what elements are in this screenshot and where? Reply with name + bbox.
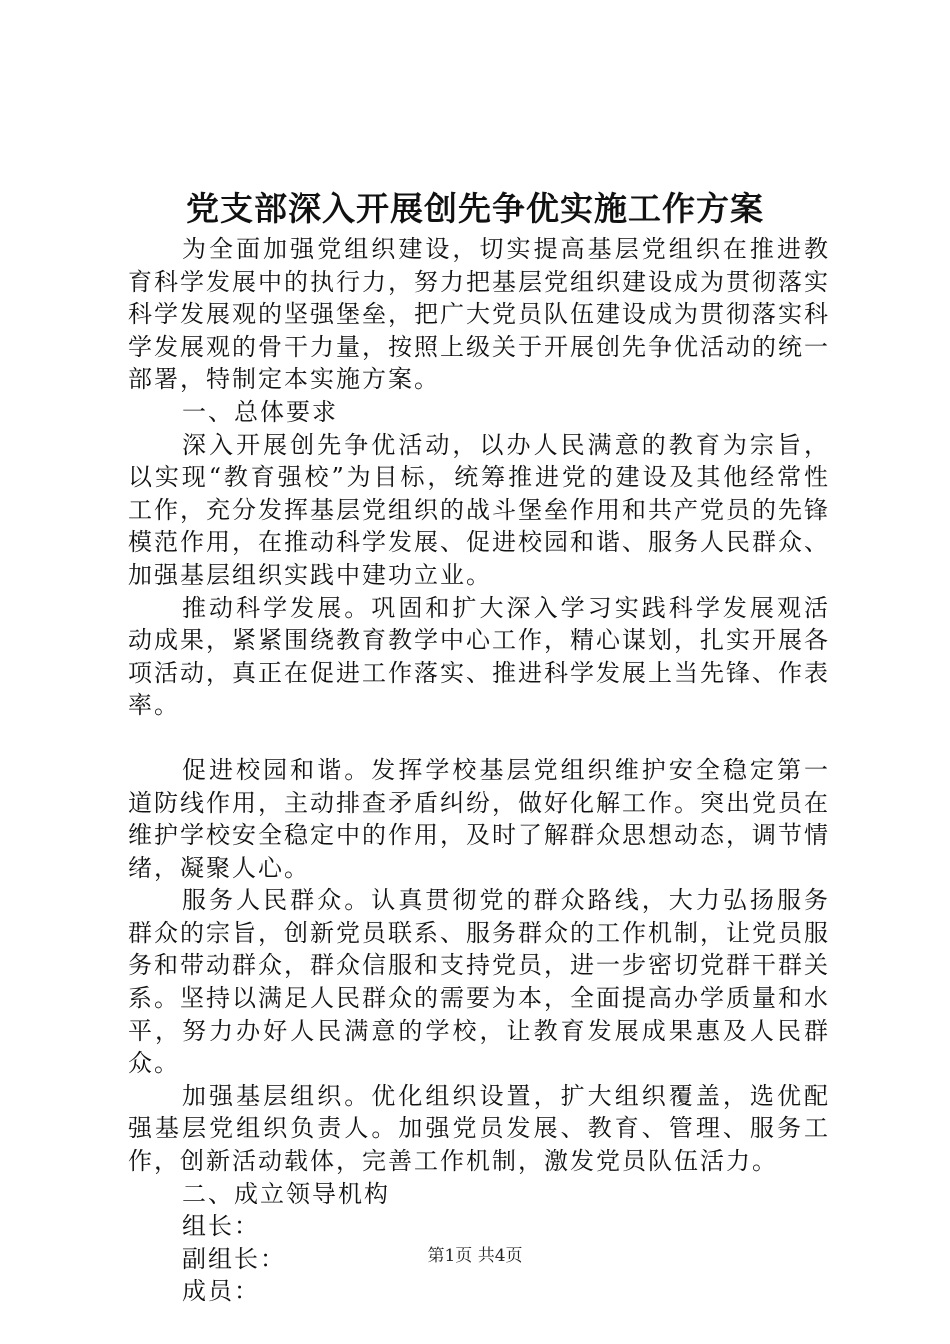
leader-field-label: 组长： [182,1212,260,1241]
intro-paragraph: 为全面加强党组织建设，切实提高基层党组织在推进教育科学发展中的执行力，努力把基层党组织建设成为贯彻落实科学发展观的坚强堡垒，把广大党员队伍建设成为贯彻落实科学发展观的骨干力量，按照上级关于开展创先争优活动的统一部署，特制定本实施方案。 [128,235,830,394]
paragraph-serve-people: 服务人民群众。认真贯彻党的群众路线，大力弘扬服务群众的宗旨，创新党员联系、服务群众的工作机制，让党员服务和带动群众，群众信服和支持党员，进一步密切党群干群关系。坚持以满足人民群众的需要为本，全面提高办学质量和水平，努力办好人民满意的学校，让教育发展成果惠及人民群众。 [128,886,830,1078]
page-number-footer: 第1页 共4页 [427,1246,523,1266]
document-title: 党支部深入开展创先争优实施工作方案 [186,189,764,228]
deputy-leader-field-label: 副组长： [182,1244,286,1273]
paragraph-campus-harmony: 促进校园和谐。发挥学校基层党组织维护安全稳定第一道防线作用，主动排查矛盾纠纷，做好化解工作。突出党员在维护学校安全稳定中的作用，及时了解群众思想动态，调节情绪，凝聚人心。 [128,755,830,882]
section-heading-leadership: 二、成立领导机构 [182,1179,390,1208]
document-body [128,233,830,1308]
paragraph-strengthen-organization: 加强基层组织。优化组织设置，扩大组织覆盖，选优配强基层党组织负责人。加强党员发展、教育、管理、服务工作，创新活动载体，完善工作机制，激发党员队伍活力。 [128,1081,830,1176]
section-heading-general-requirements: 一、总体要求 [182,397,338,426]
members-field-label: 成员： [182,1277,260,1306]
paragraph-promote-development: 推动科学发展。巩固和扩大深入学习实践科学发展观活动成果，紧紧围绕教育教学中心工作，精心谋划，扎实开展各项活动，真正在促进工作落实、推进科学发展上当先锋、作表率。 [128,593,830,720]
paragraph-overview: 深入开展创先争优活动，以办人民满意的教育为宗旨，以实现“教育强校”为目标，统筹推进党的建设及其他经常性工作，充分发挥基层党组织的战斗堡垒作用和共产党员的先锋模范作用，在推动科学发展、促进校园和谐、服务人民群众、加强基层组织实践中建功立业。 [128,430,830,589]
